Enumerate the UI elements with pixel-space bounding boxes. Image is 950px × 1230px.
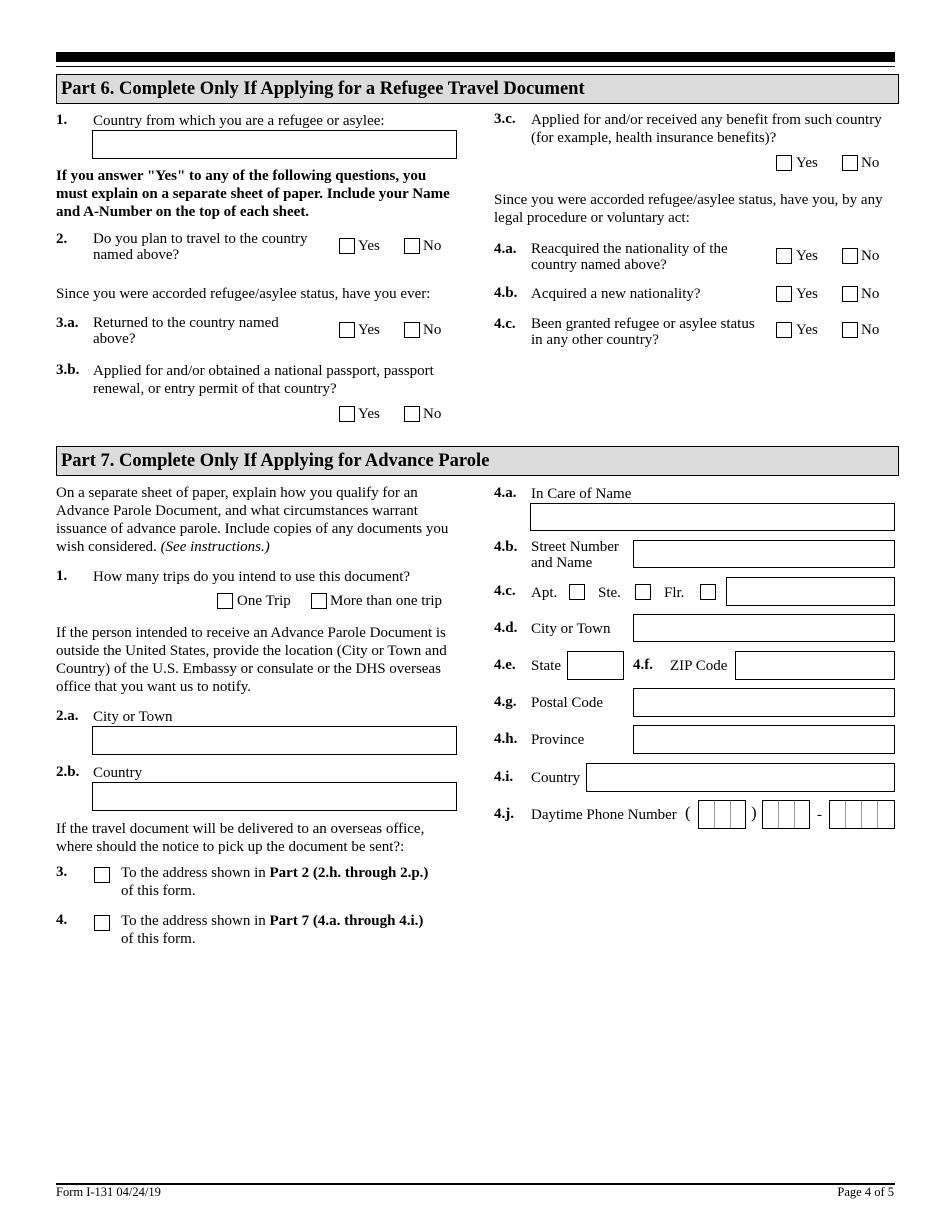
addr-4a-number: 4.a. [494, 485, 517, 501]
addr-4j-number: 4.j. [494, 806, 514, 822]
flr-checkbox[interactable] [700, 584, 716, 600]
addr-4g-label: Postal Code [531, 695, 604, 711]
footer-page-number: Page 4 of 5 [837, 1185, 894, 1199]
more-than-one-trip-checkbox[interactable] [311, 593, 327, 609]
p7-q2a-label: City or Town [93, 709, 173, 725]
street-number-name-input[interactable] [633, 540, 895, 568]
apt-checkbox[interactable] [569, 584, 585, 600]
p6-q4c-yes-label: Yes [796, 322, 818, 338]
top-rule-thick [56, 52, 895, 62]
p6-q2-label: Do you plan to travel to the country named above? [93, 231, 308, 263]
addr-4h-label: Province [531, 732, 585, 748]
state-select[interactable] [567, 651, 624, 680]
p6-q3b-yes-checkbox[interactable] [339, 406, 355, 422]
p7-q3-prefix: To the address shown in [121, 865, 270, 881]
addr-4d-label: City or Town [531, 621, 611, 637]
p6-q3a-label: Returned to the country named above? [93, 315, 279, 347]
phone-prefix-divider [778, 801, 779, 828]
p7-intro-text: On a separate sheet of paper, explain how you qualify for an Advance Parole Document, and what circumstances warrant issuance of advance parole. Include copies of any documents you wish considered. [56, 485, 449, 555]
p6-q4a-yes-label: Yes [796, 248, 818, 264]
p6-q3b-yes-label: Yes [358, 406, 380, 422]
p7-q3-ref: Part 2 (2.h. through 2.p.) [269, 865, 429, 881]
addr-4b-number: 4.b. [494, 539, 518, 555]
p6-q4b-yes-label: Yes [796, 286, 818, 302]
p6-since-ever: Since you were accorded refugee/asylee status, have you ever: [56, 286, 431, 302]
p6-q4a-no-checkbox[interactable] [842, 248, 858, 264]
p7-q4-prefix: To the address shown in [121, 913, 270, 929]
ste-checkbox[interactable] [635, 584, 651, 600]
embassy-country-input[interactable] [92, 782, 457, 811]
p7-intro [56, 484, 451, 556]
p7-q1-label: How many trips do you intend to use this document? [93, 569, 411, 585]
p6-q3c-yes-label: Yes [796, 155, 818, 171]
p7-q2b-number: 2.b. [56, 764, 80, 780]
phone-line-divider [877, 801, 878, 828]
p7-q3-checkbox[interactable] [94, 867, 110, 883]
p6-q4a-label: Reacquired the nationality of the country named above? [531, 241, 728, 273]
p6-instructions: If you answer "Yes" to any of the following questions, you must explain on a separate sheet of paper. Include your Name and A-Number on the top of each sheet. [56, 168, 450, 220]
flr-label: Flr. [664, 585, 685, 601]
p6-q2-yes-label: Yes [358, 238, 380, 254]
p7-q3-suffix: of this form. [121, 883, 196, 899]
postal-code-input[interactable] [633, 688, 895, 717]
phone-dash: - [817, 807, 822, 823]
phone-prefix-input[interactable] [762, 800, 810, 829]
phone-prefix-divider [794, 801, 795, 828]
footer-form-id: Form I-131 04/24/19 [56, 1185, 161, 1199]
one-trip-checkbox[interactable] [217, 593, 233, 609]
phone-area-divider [714, 801, 715, 828]
p7-q4-number: 4. [56, 912, 68, 928]
province-input[interactable] [633, 725, 895, 754]
p7-q2a-number: 2.a. [56, 708, 79, 724]
p7-q4-checkbox[interactable] [94, 915, 110, 931]
phone-line-number-input[interactable] [829, 800, 895, 829]
addr-4e-label: State [531, 658, 561, 674]
p6-q3c-no-label: No [861, 155, 880, 171]
phone-open-paren: ( [685, 803, 691, 822]
p6-q2-no-label: No [423, 238, 442, 254]
p7-q3-number: 3. [56, 864, 68, 880]
apt-ste-flr-number-input[interactable] [726, 577, 895, 606]
part6-header: Part 6. Complete Only If Applying for a Refugee Travel Document [56, 74, 899, 104]
phone-area-divider [730, 801, 731, 828]
p7-location-text: If the person intended to receive an Advance Parole Document is outside the United States, provide the location (City or Town and Country) of the U.S. Embassy or consulate or the DHS overseas office that you want us to notify. [56, 625, 447, 695]
p6-q3c-yes-checkbox[interactable] [776, 155, 792, 171]
addr-4g-number: 4.g. [494, 694, 517, 710]
city-town-input[interactable] [633, 614, 895, 642]
p6-q4b-no-checkbox[interactable] [842, 286, 858, 302]
in-care-of-name-input[interactable] [530, 503, 895, 531]
footer-rule [56, 1183, 895, 1185]
p6-q4b-label: Acquired a new nationality? [531, 286, 701, 302]
one-trip-label: One Trip [237, 593, 291, 609]
zip-code-input[interactable] [735, 651, 895, 680]
p6-q3a-no-label: No [423, 322, 442, 338]
addr-4f-label: ZIP Code [670, 658, 728, 674]
p6-q3c-label: Applied for and/or received any benefit from such country (for example, health insurance benefits)? [531, 112, 882, 146]
refugee-country-input[interactable] [92, 130, 457, 159]
p7-q1-number: 1. [56, 568, 68, 584]
addr-4i-number: 4.i. [494, 769, 514, 785]
embassy-city-input[interactable] [92, 726, 457, 755]
p7-q2b-label: Country [93, 765, 143, 781]
p6-q1-number: 1. [56, 112, 68, 128]
p6-q4b-yes-checkbox[interactable] [776, 286, 792, 302]
p6-q4a-number: 4.a. [494, 241, 517, 257]
p6-q3a-yes-label: Yes [358, 322, 380, 338]
p6-q4c-number: 4.c. [494, 316, 516, 332]
p6-since-by: Since you were accorded refugee/asylee status, have you, by any legal procedure or voluntary act: [494, 192, 883, 226]
p6-q3a-yes-checkbox[interactable] [339, 322, 355, 338]
addr-4d-number: 4.d. [494, 620, 518, 636]
p7-q4-ref: Part 7 (4.a. through 4.i.) [269, 913, 424, 929]
p6-q4b-no-label: No [861, 286, 880, 302]
p6-q3b-number: 3.b. [56, 362, 80, 378]
phone-line-divider [845, 801, 846, 828]
phone-line-divider [861, 801, 862, 828]
p6-q4b-number: 4.b. [494, 285, 518, 301]
p6-q4c-no-checkbox[interactable] [842, 322, 858, 338]
addr-4j-label: Daytime Phone Number [531, 807, 677, 823]
addr-4c-number: 4.c. [494, 583, 516, 599]
part7-header: Part 7. Complete Only If Applying for Advance Parole [56, 446, 899, 476]
addr-4b-label [531, 539, 619, 571]
p6-q1-label: Country from which you are a refugee or asylee: [93, 113, 385, 129]
p7-delivery-text: If the travel document will be delivered to an overseas office, where should the notice to pick up the document be sent?: [56, 821, 425, 855]
p6-q3b-no-checkbox[interactable] [404, 406, 420, 422]
p6-q4a-yes-checkbox[interactable] [776, 248, 792, 264]
p6-q3b-no-label: No [423, 406, 442, 422]
p7-q4-suffix: of this form. [121, 931, 196, 947]
p7-intro-note: (See instructions.) [160, 539, 270, 555]
addr-4h-number: 4.h. [494, 731, 518, 747]
top-rule-thin [56, 66, 895, 67]
p6-q3a-number: 3.a. [56, 315, 79, 331]
addr-4a-label: In Care of Name [531, 486, 632, 502]
p6-q3c-number: 3.c. [494, 111, 516, 127]
p6-q2-number: 2. [56, 231, 68, 247]
more-than-one-trip-label: More than one trip [330, 593, 443, 609]
phone-close-paren: ) [751, 803, 757, 822]
p6-q3a-no-checkbox[interactable] [404, 322, 420, 338]
p6-q4a-no-label: No [861, 248, 880, 264]
p6-q3c-no-checkbox[interactable] [842, 155, 858, 171]
p7-q3-text [121, 864, 451, 900]
addr-4b-label-line1: Street Number [531, 539, 619, 555]
addr-4b-label-line2: and Name [531, 555, 593, 571]
p6-q3b-label: Applied for and/or obtained a national passport, passport renewal, or entry permit of that country? [93, 363, 434, 397]
p6-q2-yes-checkbox[interactable] [339, 238, 355, 254]
apt-label: Apt. [531, 585, 558, 601]
phone-area-code-input[interactable] [698, 800, 746, 829]
ste-label: Ste. [598, 585, 621, 601]
p6-q2-no-checkbox[interactable] [404, 238, 420, 254]
p6-q4c-no-label: No [861, 322, 880, 338]
addr-4e-number: 4.e. [494, 657, 516, 673]
p6-q4c-yes-checkbox[interactable] [776, 322, 792, 338]
p6-q4c-label: Been granted refugee or asylee status in any other country? [531, 316, 755, 348]
p7-q4-text [121, 912, 451, 948]
addr-4i-label: Country [531, 770, 581, 786]
country-input[interactable] [586, 763, 895, 792]
addr-4f-number: 4.f. [633, 657, 653, 673]
